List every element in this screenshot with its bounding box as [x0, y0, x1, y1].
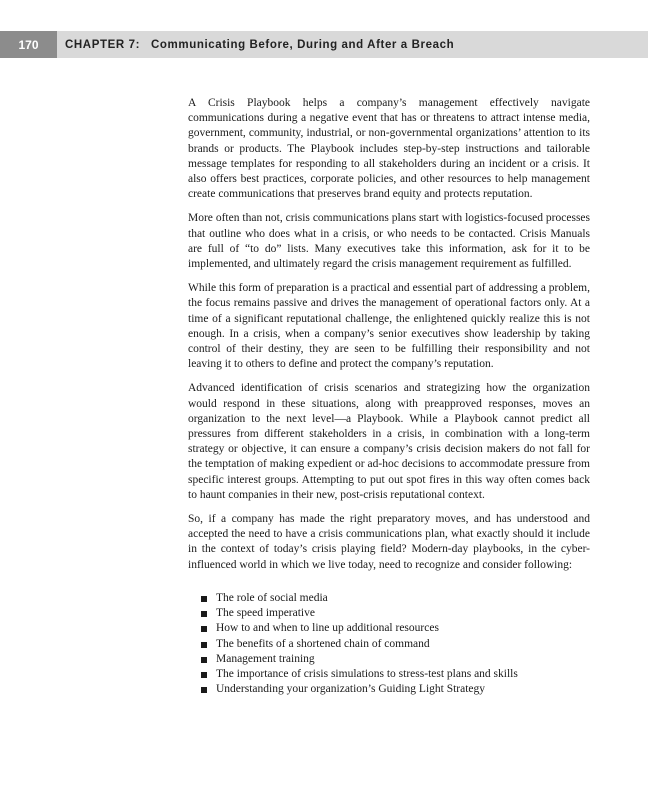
- chapter-heading: [65, 39, 454, 51]
- running-header: [0, 31, 648, 58]
- paragraph-1: A Crisis Playbook helps a company’s management effectively navigate communications during a negative event that has or threatens to attract intense media, government, community, industrial, or non-governmental organizations’ attention to its brands or products. The Playbook includes step-by-step instructions and tailorable message templates for responding to all stakeholders during an incident or a crisis. It also offers best practices, corporate policies, and other resources to help management create communications that preserves brand equity and protects reputation.: [188, 97, 590, 201]
- bullet-item: The benefits of a shortened chain of command: [201, 637, 590, 652]
- bullet-item: The importance of crisis simulations to stress-test plans and skills: [201, 667, 590, 682]
- bullet-item: Understanding your organization’s Guiding Light Strategy: [201, 682, 590, 697]
- bullet-item: How to and when to line up additional resources: [201, 621, 590, 636]
- bullet-item: The role of social media: [201, 591, 590, 606]
- paragraph-4: Advanced identification of crisis scenarios and strategizing how the organization would respond in these situations, along with preapproved responses, moves an organization to the next level—a Playbook. While a Playbook cannot predict all pressures from different stakeholders in a crisis, in combination with a long-term strategy or objective, it can ensure a company’s crisis decision makers do not fall for the temptation of making expedient or ad-hoc decisions to accommodate pressure from specific interest groups. Attempting to put out spot fires in this way often comes back to haunt companies in their new, post-crisis reputational context.: [188, 382, 590, 501]
- body-text: [188, 96, 590, 697]
- bullet-item: Management training: [201, 652, 590, 667]
- page-number: 170: [0, 31, 57, 58]
- chapter-title: Communicating Before, During and After a Breach: [151, 38, 455, 51]
- bullet-item: The speed imperative: [201, 606, 590, 621]
- paragraph-3: While this form of preparation is a practical and essential part of addressing a problem, the focus remains passive and drives the management of operational factors only. At a time of a significant reputational challenge, the enlightened quickly realize this is not enough. In a crisis, when a company’s senior executives show leadership by taking control of their destiny, they are seen to be fulfilling their responsibility and not leaving it to others to define and protect the company’s reputation.: [188, 282, 590, 371]
- chapter-label: CHAPTER 7:: [65, 38, 141, 51]
- bullet-list: [188, 591, 590, 697]
- paragraph-2: More often than not, crisis communications plans start with logistics-focused processes that outline who does what in a crisis, or who needs to be contacted. Crisis Manuals are full of “to do” lists. Many executives take this information, ask for it to be implemented, and ultimately regard the crisis management requirement as fulfilled.: [188, 212, 590, 271]
- paragraph-5: So, if a company has made the right preparatory moves, and has understood and accepted the need to have a crisis communications plan, what exactly should it include in the context of today’s crisis playing field? Modern-day playbooks, in the cyber-influenced world in which we live today, need to recognize and consider following:: [188, 513, 590, 571]
